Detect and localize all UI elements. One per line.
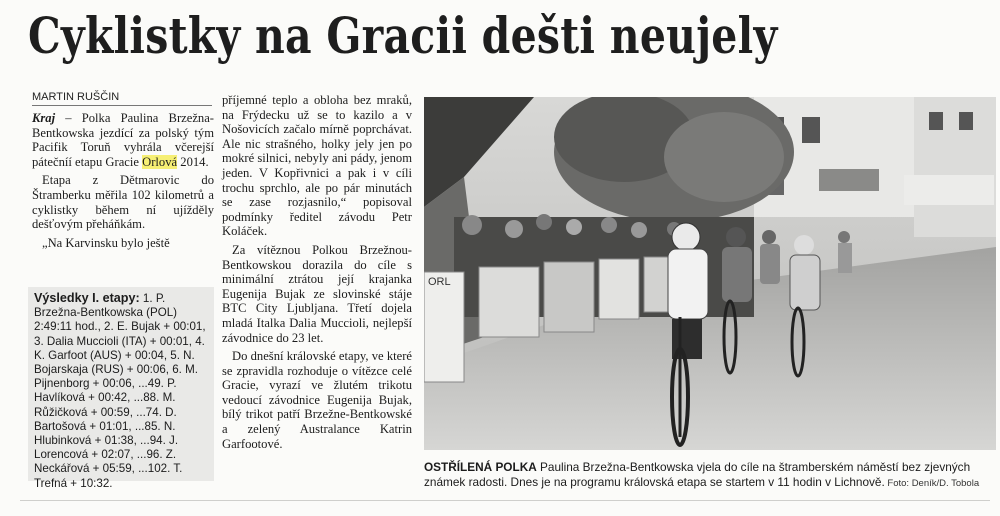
caption-kicker: OSTŘÍLENÁ POLKA [424,460,537,474]
highlighted-text: Orlová [142,154,178,169]
results-box [28,287,214,490]
paragraph: „Na Karvinsku bylo ještě [42,235,170,250]
dateline: Kraj [32,111,56,125]
photo-credit: Foto: Deník/D. Tobola [884,478,980,489]
byline: MARTIN RUŠČIN [32,91,212,106]
bottom-rule [20,500,990,501]
banner-text: ORL [428,276,451,288]
lead-paragraph [32,111,214,169]
article-column-2 [222,93,412,493]
race-photo [424,97,996,450]
lead-text: – Polka Paulina Brzežna-Bentkowska jezdící za polský tým Pacifik Toruň vyhrála včerejší pátečníí etapu Gracie [32,111,214,169]
paragraph: Za vítěznou Polkou Brzežnou-Bentkowskou dorazila do cíle s minimální ztrátou její krajanka Eugenija Bujak ze slovinské stáje BTC City Ljubljana. Třetí dojela mladá Italka Dalia Muccioli, nejlepší závodnice do 23 let. [222,242,412,345]
article-column-1 [32,111,214,271]
caption-text: Paulina Brzežna-Bentkowska vjela do cíle na štramberském náměstí bez zjevných známek radosti. Dnes je na programu královská etapa se startem v 11 hodin v Lichnově. [424,460,971,489]
headline: Cyklistky na Gracii dešti neujely [28,6,778,65]
results-heading: Výsledky I. etapy: [34,291,140,305]
paragraph: Etapa z Dětmarovic do Štramberku měřila 102 kilometrů a cyklistky během ní ujížděly dešťovým přeháňkám. [32,173,214,232]
lead-tail: 2014. [177,154,209,169]
paragraph: Do dnešní královské etapy, ve které se zpravidla rozhoduje o vítězce celé Gracie, vyrazí ve žlutém trikotu vedoucí závodnice Eugenija Bujak, bílý trikot patří Brzežne-Bentkowské a zelený Australance Katrin Garfootové. [222,349,412,451]
paragraph: příjemné teplo a obloha bez mraků, na Frýdecku už se to kazilo a v Nošovicích začalo mírně poprchávat. Ale nic strašného, holky jely jen po mokré silnici, nebyly ani pády, jenom jeden. V Kopřivnici a pak i v cíli trochu sprchlo, ale po pár minutách se zase rozjasnilo,“ popisoval podmínky ředitel závodu Petr Koláček. [222,93,412,239]
photo-illustration [424,97,996,450]
results-text: 1. P. Brzežna-Bentkowska (POL) 2:49:11 hod., 2. E. Bujak + 00:01, 3. Dalia Muccioli (ITA) + 00:01, 4. K. Garfoot (AUS) + 00:04, 5. N. Bojarskaja (RUS) + 00:06, 6. M. Pijnenborg + 00:06, ...49. P. Havlíková + 00:42, ...88. M. Růžičková + 00:59, ...74. D. Bartošová + 01:01, ...85. N. Hlubinková + 01:38, ...94. J. Lorencová + 02:07, ...96. Z. Neckářová + 05:59, ...102. T. Trefná + 10:32. [34,292,206,490]
photo-caption [424,460,994,491]
